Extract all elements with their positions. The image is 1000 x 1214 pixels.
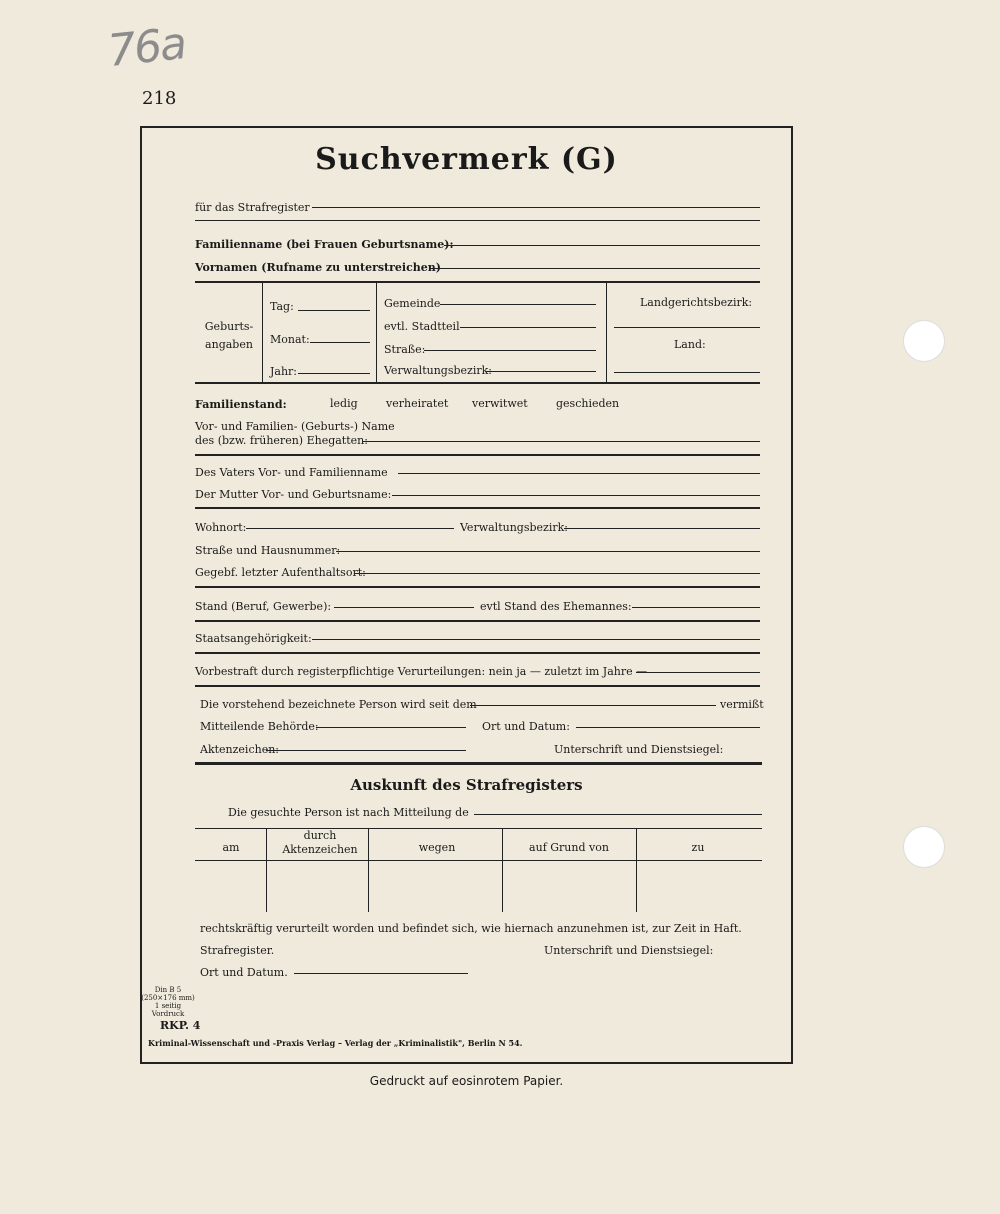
column-header: auf Grund von bbox=[529, 841, 609, 854]
birth-year-label: Jahr: bbox=[270, 365, 298, 378]
form-title: Suchvermerk (G) bbox=[315, 142, 618, 177]
punch-hole bbox=[903, 826, 945, 868]
place-date-label-2: Ort und Datum. bbox=[200, 966, 288, 979]
form-code: RKP. 4 bbox=[160, 1019, 201, 1032]
husband-occupation-label: evtl Stand des Ehemannes: bbox=[480, 600, 632, 613]
mother-name-label: Der Mutter Vor- und Geburtsname: bbox=[195, 488, 392, 501]
occupation-label: Stand (Beruf, Gewerbe): bbox=[195, 600, 332, 613]
father-name-label: Des Vaters Vor- und Familienname bbox=[195, 466, 388, 479]
paper-note: Gedruckt auf eosinrotem Papier. bbox=[369, 1074, 564, 1088]
street-number-label: Straße und Hausnummer: bbox=[195, 544, 341, 557]
column-header: am bbox=[222, 841, 240, 854]
registry-label-2: Strafregister. bbox=[200, 944, 275, 957]
authority-label: Mitteilende Behörde: bbox=[200, 720, 319, 733]
missing-since-label: Die vorstehend bezeichnete Person wird seit dem bbox=[200, 698, 477, 711]
place-date-label: Ort und Datum: bbox=[482, 720, 570, 733]
first-names-label: Vornamen (Rufname zu unterstreichen) bbox=[195, 261, 442, 274]
column-header: zu bbox=[691, 841, 705, 854]
country-label: Land: bbox=[674, 338, 706, 351]
punch-hole bbox=[903, 320, 945, 362]
residence-district-label: Verwaltungsbezirk: bbox=[460, 521, 568, 534]
court-district-label: Landgerichtsbezirk: bbox=[640, 296, 753, 309]
district-part-label: evtl. Stadtteil bbox=[384, 320, 460, 333]
handwritten-number: 76a bbox=[105, 18, 188, 77]
size-label: (250×176 mm) bbox=[141, 994, 195, 1002]
street-label: Straße: bbox=[384, 343, 426, 356]
print-label: Vordruck bbox=[151, 1010, 185, 1018]
signature-seal-label: Unterschrift und Dienstsiegel: bbox=[554, 743, 724, 756]
sides-label: 1 seitig bbox=[154, 1002, 182, 1010]
prior-convictions-label: Vorbestraft durch registerpflichtige Verurteilungen: nein ja — zuletzt im Jahre — bbox=[195, 665, 648, 678]
birth-month-label: Monat: bbox=[270, 333, 310, 346]
marital-option: verheiratet bbox=[386, 397, 449, 410]
signature-seal-label-2: Unterschrift und Dienstsiegel: bbox=[544, 944, 714, 957]
birth-day-label: Tag: bbox=[270, 300, 294, 313]
file-reference-label: Aktenzeichen: bbox=[200, 743, 279, 756]
residence-label: Wohnort: bbox=[195, 521, 247, 534]
column-header: durch Aktenzeichen bbox=[282, 829, 358, 856]
admin-district-label: Verwaltungsbezirk: bbox=[384, 364, 492, 377]
registry-label: für das Strafregister bbox=[195, 201, 310, 214]
citizenship-label: Staatsangehörigkeit: bbox=[195, 632, 312, 645]
marital-option: geschieden bbox=[556, 397, 620, 410]
birth-label: Geburts- angaben bbox=[204, 320, 254, 351]
spouse-name-label-2: des (bzw. früheren) Ehegatten: bbox=[195, 434, 368, 447]
last-stay-label: Gegebf. letzter Aufenthaltsort: bbox=[195, 566, 366, 579]
marital-status-label: Familienstand: bbox=[195, 398, 287, 411]
column-header: wegen bbox=[418, 841, 456, 854]
missing-label: vermißt bbox=[720, 698, 764, 711]
verdict-statement: rechtskräftig verurteilt worden und befindet sich, wie hiernach anzunehmen ist, zur Zeit in Haft. bbox=[200, 922, 742, 935]
family-name-label: Familienname (bei Frauen Geburtsname): bbox=[195, 238, 454, 251]
publisher-line: Kriminal-Wissenschaft und -Praxis Verlag – Verlag der „Kriminalistik", Berlin N 54. bbox=[148, 1038, 523, 1048]
spouse-name-label: Vor- und Familien- (Geburts-) Name bbox=[195, 420, 395, 433]
page-number: 218 bbox=[142, 88, 177, 109]
marital-option: ledig bbox=[330, 397, 358, 410]
municipality-label: Gemeinde bbox=[384, 297, 441, 310]
section-title: Auskunft des Strafregisters bbox=[350, 776, 583, 794]
registry-intro-label: Die gesuchte Person ist nach Mitteilung de bbox=[228, 806, 469, 819]
din-label: Din B 5 bbox=[154, 986, 182, 994]
marital-option: verwitwet bbox=[472, 397, 528, 410]
